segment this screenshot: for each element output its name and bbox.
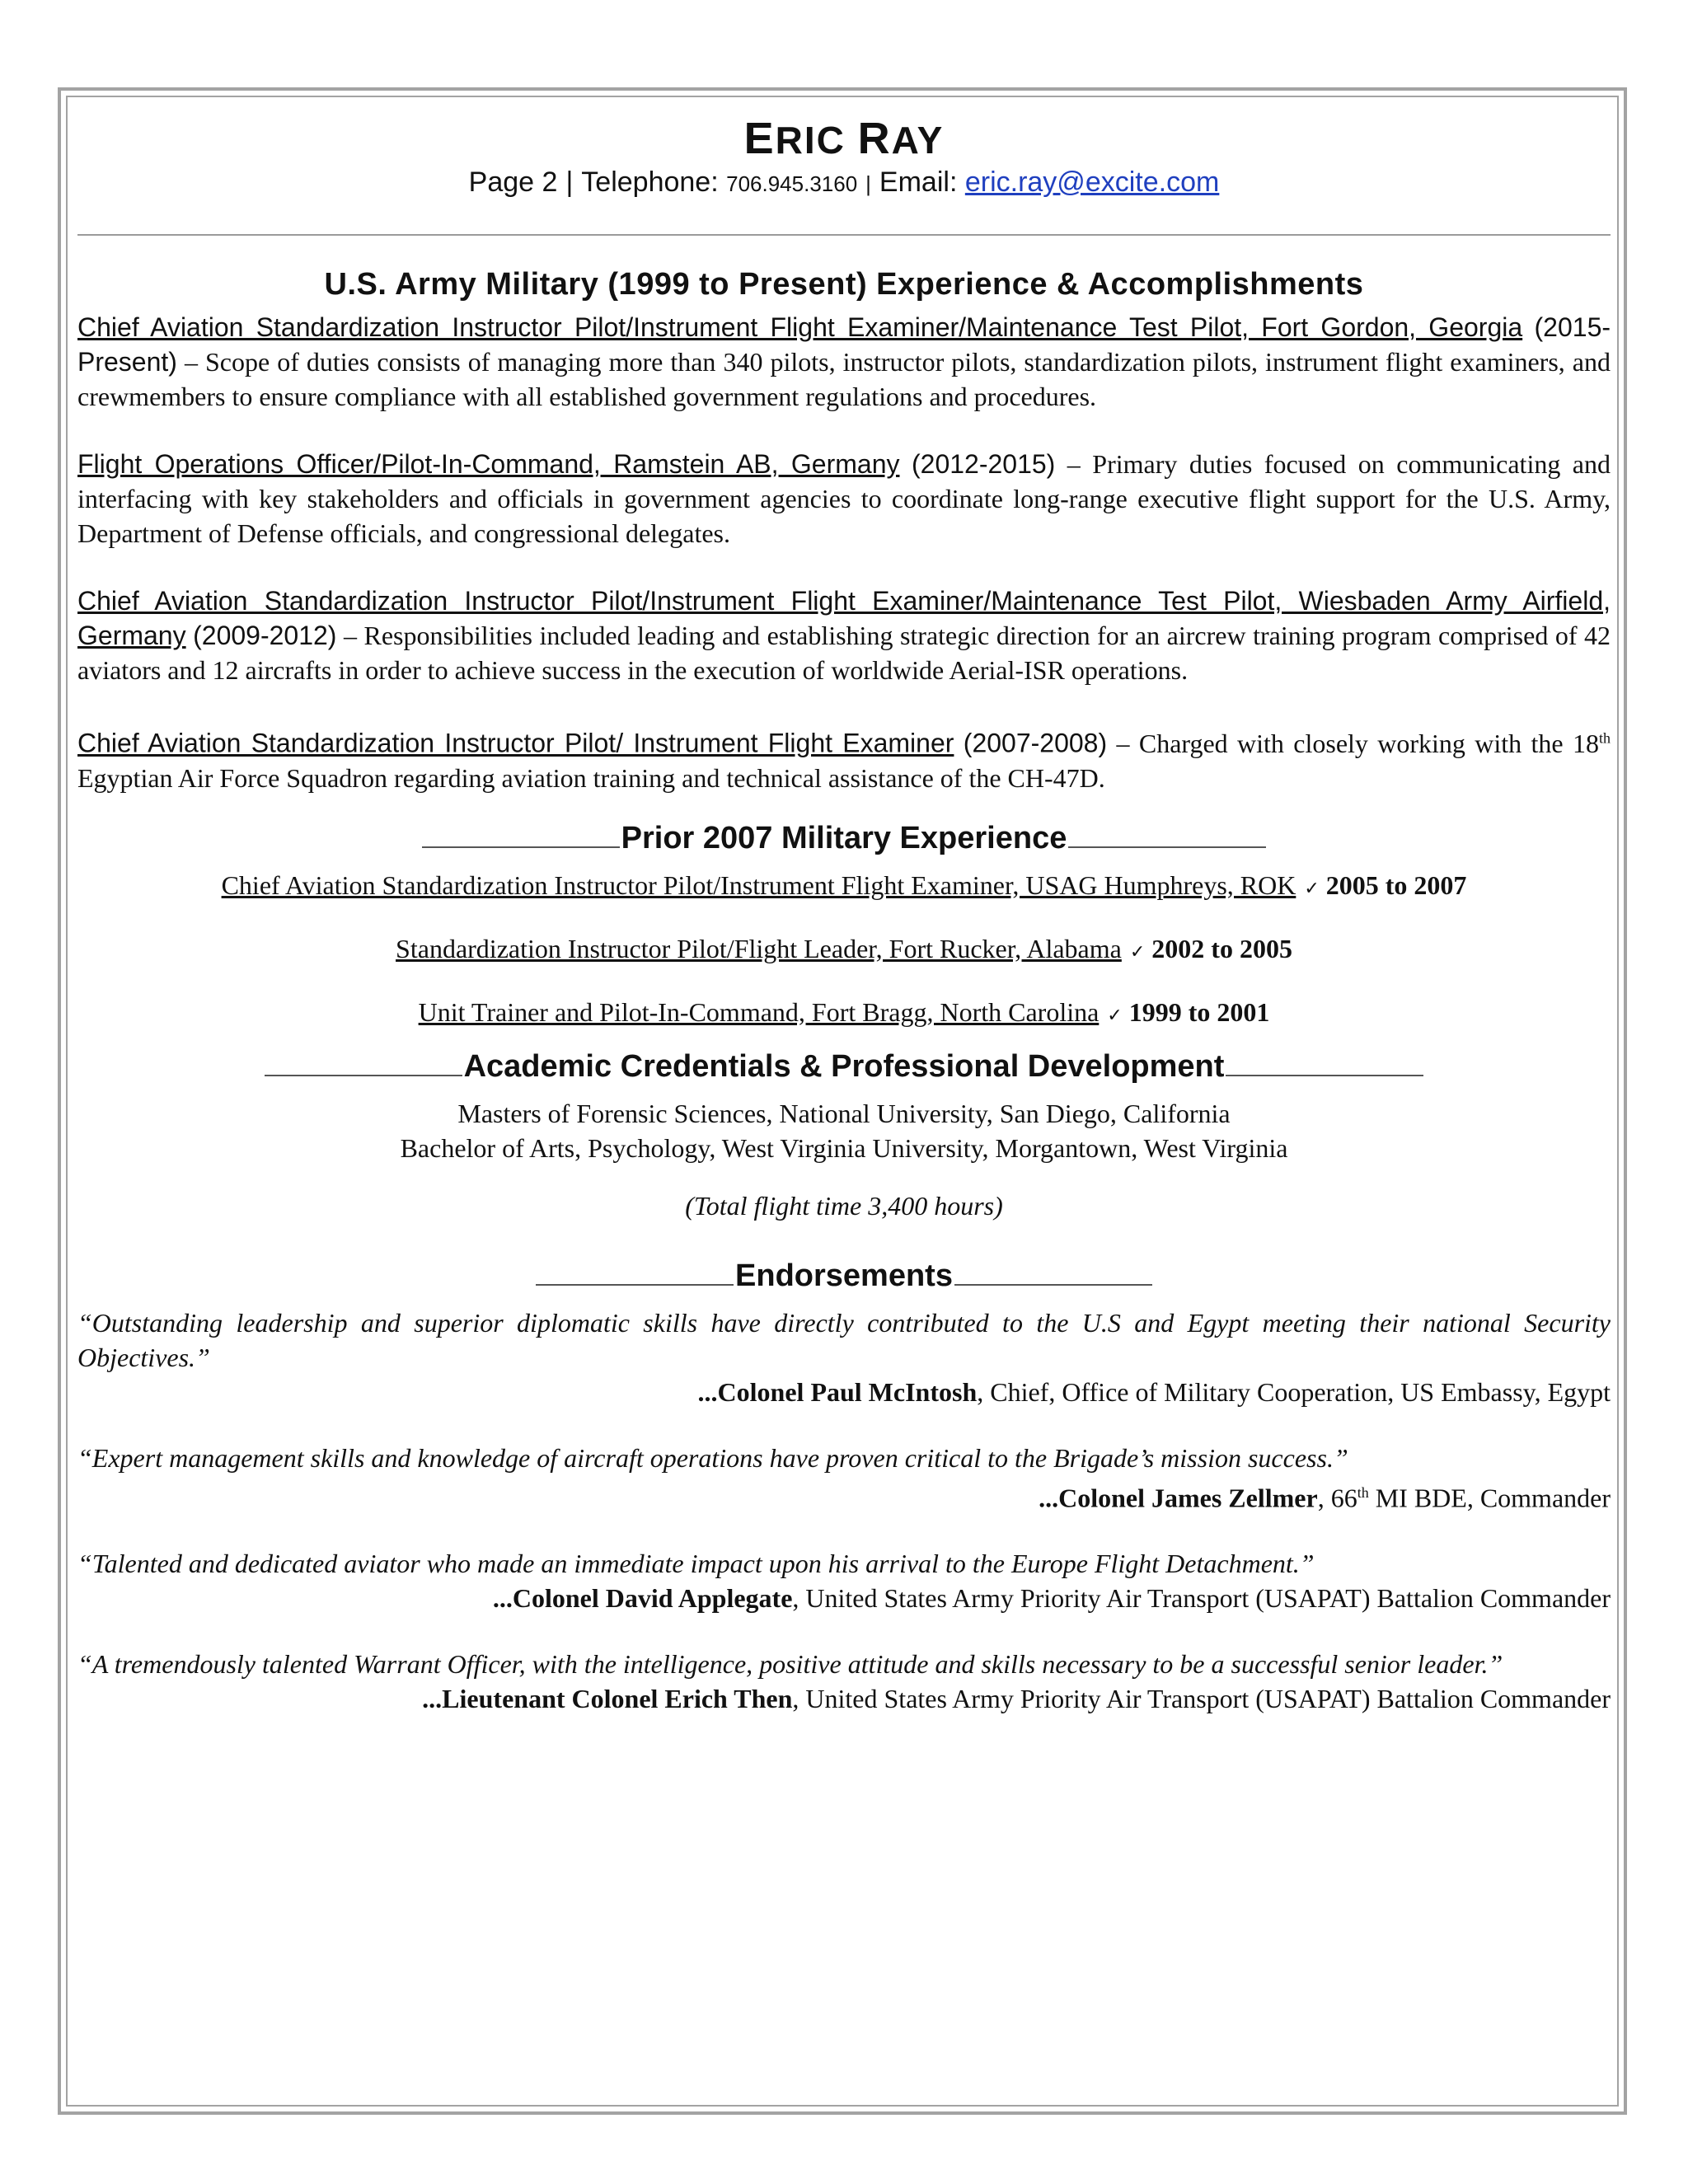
- endorsement-quote: “Expert management skills and knowledge of aircraft operations have proven critical to the Brigade’s mission success.”: [77, 1442, 1348, 1473]
- academic-section-title: [77, 1047, 1611, 1086]
- job-dates: (2007-2008): [963, 728, 1108, 758]
- endorser-role: , United States Army Priority Air Transport (USAPAT) Battalion Commander: [792, 1583, 1611, 1614]
- checkmark-icon: ✓: [1304, 878, 1320, 899]
- endorsement-quote: “Outstanding leadership and superior diplomatic skills have directly contributed to the U.S and Egypt meeting their national Security Objectives.”: [77, 1307, 1611, 1372]
- prior-years: 2002 to 2005: [1151, 933, 1292, 963]
- academic-title-text: Academic Credentials & Professional Development: [463, 1048, 1225, 1084]
- prior-title-text: Prior 2007 Military Experience: [621, 820, 1067, 855]
- job-description: Scope of duties consists of managing more than 340 pilots, instructor pilots, standardization pilots, instrument flight examiners, and crewmembers to ensure compliance with all established government regulations and procedures.: [77, 347, 1611, 411]
- job-title: Chief Aviation Standardization Instructor Pilot/ Instrument Flight Examiner: [77, 728, 954, 758]
- checkmark-icon: ✓: [1107, 1005, 1123, 1026]
- ordinal-suffix: th: [1599, 729, 1611, 746]
- name-initial-last: R: [857, 114, 892, 163]
- job-title: Chief Aviation Standardization Instructor Pilot/Instrument Flight Examiner/Maintenance Test Pilot, Fort Gordon, Georgia: [77, 312, 1523, 342]
- prior-years: 2005 to 2007: [1325, 869, 1467, 900]
- endorser-name: ...Colonel Paul McIntosh: [697, 1376, 978, 1407]
- endorsements-section-title: [77, 1256, 1611, 1296]
- endorsement-attribution: [77, 1581, 1611, 1615]
- prior-entry: [77, 931, 1611, 970]
- separator: |: [865, 171, 871, 196]
- contact-line: [77, 165, 1611, 201]
- title-rule-left: [536, 1283, 734, 1286]
- degree-line: Bachelor of Arts, Psychology, West Virginia University, Morgantown, West Virginia: [400, 1132, 1288, 1163]
- name-initial-first: E: [743, 114, 776, 163]
- endorser-name: ...Lieutenant Colonel Erich Then: [422, 1684, 793, 1714]
- endorser-name: ...Colonel David Applegate: [492, 1583, 793, 1614]
- job-description-text: Egyptian Air Force Squadron regarding aviation training and technical assistance of the CH-47D.: [77, 762, 1105, 793]
- separator: |: [565, 166, 574, 198]
- degree-line: Masters of Forensic Sciences, National University, San Diego, California: [457, 1098, 1231, 1128]
- prior-title: Chief Aviation Standardization Instructor Pilot/Instrument Flight Examiner, USAG Humphreys, ROK: [221, 869, 1296, 900]
- endorser-role: MI BDE, Commander: [1368, 1483, 1611, 1513]
- title-rule-left: [422, 846, 620, 848]
- job-entry: Chief Aviation Standardization Instructor Pilot/ Instrument Flight Examiner (2007-2008) – Charged with closely working with the 18th Egyptian Air Force Squadron regarding aviation training and technical assistance of the CH-47D.: [77, 728, 1611, 793]
- telephone-label: Telephone:: [581, 166, 719, 198]
- title-rule-right: [1226, 1074, 1423, 1076]
- endorsement-quote: “A tremendously talented Warrant Officer, with the intelligence, positive attitude and skills necessary to be a successful senior leader.”: [77, 1649, 1503, 1680]
- job-description: Responsibilities included leading and establishing strategic direction for an aircrew training program comprised of 42 aviators and 12 aircrafts in order to achieve success in the execution of worldwide Aerial-ISR operations.: [77, 621, 1611, 685]
- job-description-text: Charged with closely working with the 18: [1138, 728, 1599, 758]
- name-rest-last: AY: [891, 119, 945, 162]
- job-title: Chief Aviation Standardization Instructor Pilot/Instrument Flight Examiner/Maintenance Test Pilot, Wiesbaden Army Airfield, Germany: [77, 586, 1611, 650]
- title-rule-right: [954, 1283, 1152, 1286]
- endorser-role: , Chief, Office of Military Cooperation, US Embassy, Egypt: [977, 1376, 1611, 1407]
- page-label: Page 2: [468, 166, 558, 198]
- telephone-value: 706.945.3160: [726, 171, 858, 196]
- military-section-title: U.S. Army Military (1999 to Present) Experience & Accomplishments: [324, 267, 1364, 302]
- endorsements-title-text: Endorsements: [735, 1258, 953, 1293]
- endorser-role: , 66: [1317, 1483, 1357, 1513]
- title-rule-right: [1068, 846, 1266, 848]
- endorser-name: ...Colonel James Zellmer: [1039, 1483, 1318, 1513]
- title-rule-left: [265, 1074, 462, 1076]
- name-rest-first: RIC: [775, 119, 846, 162]
- endorsement-attribution: [77, 1475, 1611, 1516]
- prior-title: Standardization Instructor Pilot/Flight Leader, Fort Rucker, Alabama: [396, 933, 1122, 963]
- email-link[interactable]: eric.ray@excite.com: [964, 166, 1220, 198]
- endorsement-attribution: [77, 1375, 1611, 1409]
- ordinal-suffix: th: [1357, 1483, 1369, 1501]
- job-dates: (2015-Present): [77, 312, 1611, 377]
- job-dates: (2012-2015): [911, 449, 1056, 479]
- job-entry: Chief Aviation Standardization Instructor Pilot/Instrument Flight Examiner/Maintenance Test Pilot, Fort Gordon, Georgia (2015-Present) – Scope of duties consists of managing more than 340 pilots, instructor pilots, standardization pilots, instrument flight examiners, and crewmembers to ensure compliance with all established government regulations and procedures.: [77, 312, 1611, 411]
- job-title: Flight Operations Officer/Pilot-In-Command, Ramstein AB, Germany: [77, 449, 900, 479]
- prior-entry: [77, 995, 1611, 1033]
- prior-title: Unit Trainer and Pilot-In-Command, Fort Bragg, North Carolina: [418, 996, 1100, 1027]
- prior-years: 1999 to 2001: [1128, 996, 1270, 1027]
- endorsement-attribution: [77, 1681, 1611, 1716]
- job-dates: (2009-2012): [193, 621, 337, 650]
- endorser-role: , United States Army Priority Air Transport (USAPAT) Battalion Commander: [792, 1684, 1611, 1714]
- prior-section-title: [77, 818, 1611, 858]
- flight-time-note: (Total flight time 3,400 hours): [685, 1190, 1003, 1221]
- checkmark-icon: ✓: [1129, 941, 1146, 963]
- header-divider: [77, 234, 1611, 236]
- email-label: Email:: [879, 166, 958, 198]
- job-entry: Flight Operations Officer/Pilot-In-Command, Ramstein AB, Germany (2012-2015) – Primary duties focused on communicating and interfacing with key stakeholders and officials in government agencies to coordinate long-range executive flight support for the U.S. Army, Department of Defense officials, and congressional delegates.: [77, 449, 1611, 548]
- endorsement-quote: “Talented and dedicated aviator who made an immediate impact upon his arrival to the Europe Flight Detachment.”: [77, 1549, 1315, 1579]
- prior-entry: [77, 868, 1611, 907]
- candidate-name: [77, 115, 1611, 163]
- job-entry: Chief Aviation Standardization Instructor Pilot/Instrument Flight Examiner/Maintenance Test Pilot, Wiesbaden Army Airfield, Germany (2009-2012) – Responsibilities included leading and establishing strategic direction for an aircrew training program comprised of 42 aviators and 12 aircrafts in order to achieve success in the execution of worldwide Aerial-ISR operations.: [77, 586, 1611, 685]
- resume-page: [77, 115, 1611, 1747]
- job-description: Primary duties focused on communicating and interfacing with key stakeholders and officials in government agencies to coordinate long-range executive flight support for the U.S. Army, Department of Defense officials, and congressional delegates.: [77, 449, 1611, 548]
